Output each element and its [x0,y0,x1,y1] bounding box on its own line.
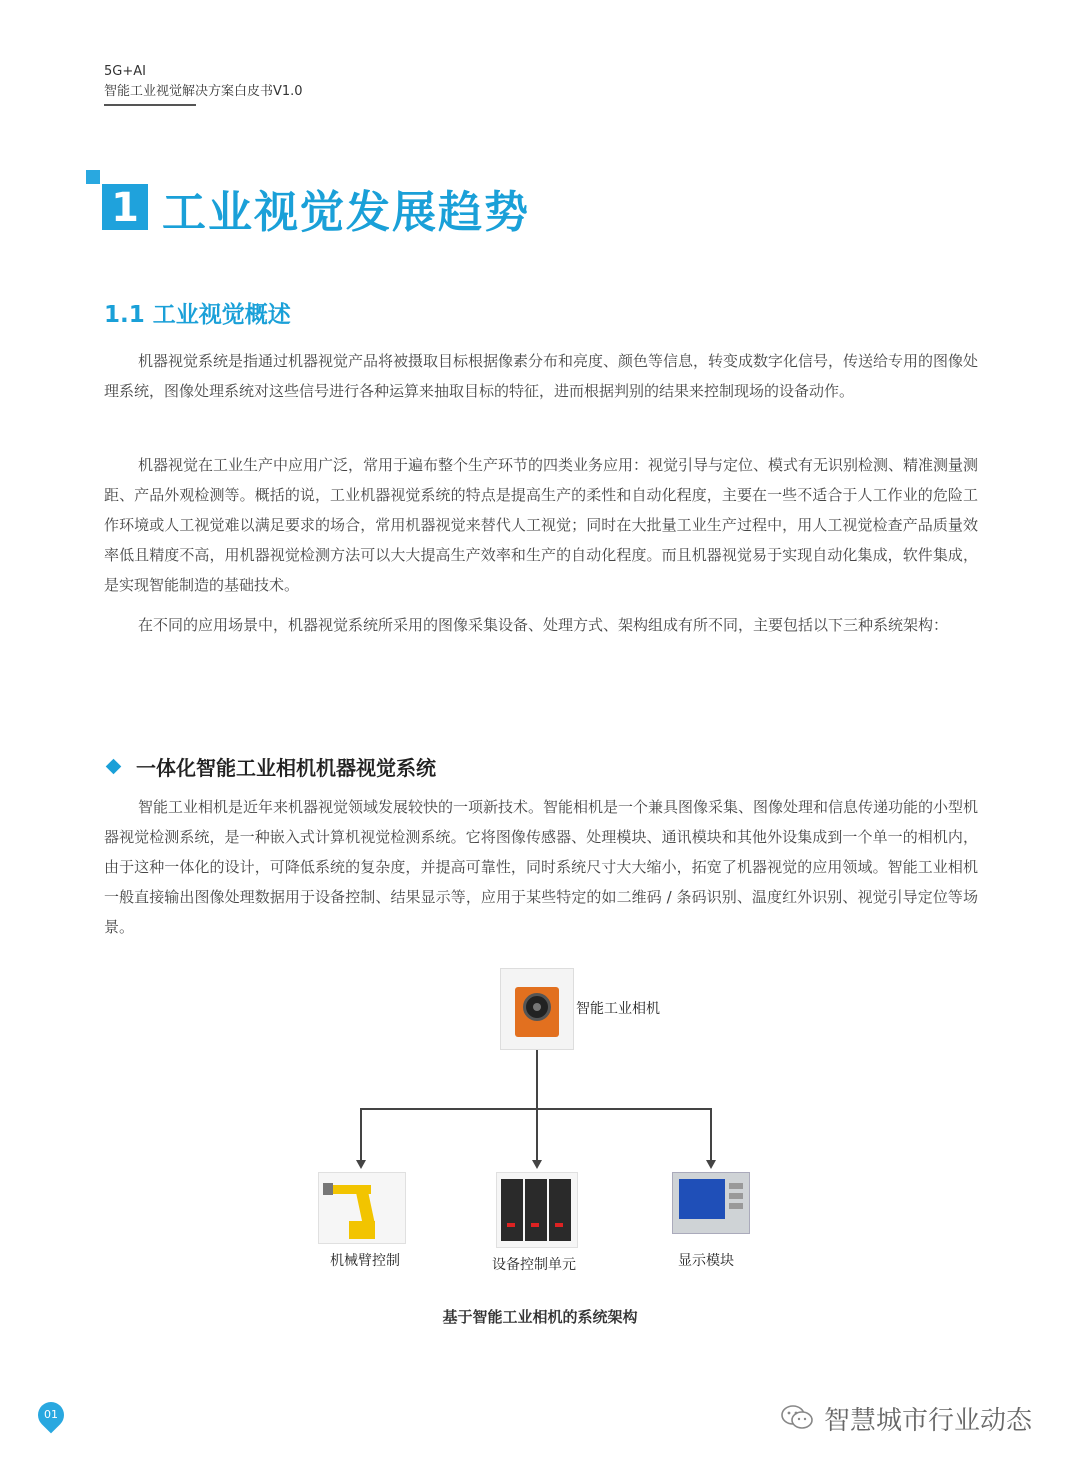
chapter-title: 工业视觉发展趋势 [162,187,530,238]
arrow-down-icon [706,1160,716,1169]
robot-arm-image [318,1172,406,1244]
control-unit-image [496,1172,578,1248]
page-number-badge [33,1397,70,1434]
controller-label: 设备控制单元 [492,1257,576,1273]
header-line-1: 5G+AI [104,64,146,79]
diamond-bullet-icon [106,759,122,775]
connector-line [360,1108,362,1160]
watermark-text: 智慧城市行业动态 [824,1406,1033,1436]
running-header [104,62,303,102]
arrow-down-icon [532,1160,542,1169]
display-label: 显示模块 [678,1253,734,1269]
subsection-title: 一体化智能工业相机机器视觉系统 [136,756,436,780]
figure-caption: 基于智能工业相机的系统架构 [442,1308,638,1326]
system-architecture-diagram [300,960,780,1280]
arrow-down-icon [356,1160,366,1169]
paragraph-2: 机器视觉在工业生产中应用广泛，常用于遍布整个生产环节的四类业务应用：视觉引导与定位、模式有无识别检测、精准测量测距、产品外观检测等。概括的说，工业机器视觉系统的特点是提高生产的柔性和自动化程度，主要在一些不适合于人工作业的危险工作环境或人工视觉难以满足要求的场合，常用机器视觉来替代人工视觉；同时在大批量工业生产过程中，用人工视觉检查产品质量效率低且精度不高，用机器视觉检测方法可以大大提高生产效率和生产的自动化程度。而且机器视觉易于实现自动化集成，软件集成，是实现智能制造的基础技术。 [104,456,979,594]
robot-label: 机械臂控制 [330,1253,400,1269]
chapter-number: 1 [102,184,148,230]
display-module-image [672,1172,750,1234]
page-number: 01 [44,1408,58,1421]
camera-icon [515,987,559,1037]
section-title: 1.1 工业视觉概述 [104,302,291,328]
connector-line [536,1050,538,1110]
wechat-icon [780,1404,814,1430]
subsection-body: 智能工业相机是近年来机器视觉领域发展较快的一项新技术。智能相机是一个兼具图像采集、图像处理和信息传递功能的小型机器视觉检测系统，是一种嵌入式计算机视觉检测系统。它将图像传感器、处理模块、通讯模块和其他外设集成到一个单一的相机内，由于这种一体化的设计，可降低系统的复杂度，并提高可靠性，同时系统尺寸大大缩小，拓宽了机器视觉的应用领域。智能工业相机一般直接输出图像处理数据用于设备控制、结果显示等，应用于某些特定的如二维码 / 条码识别、温度红外识别、视觉引导定位等场景。 [104,798,979,936]
connector-line [536,1108,538,1160]
camera-label: 智能工业相机 [576,1001,660,1017]
header-line-2: 智能工业视觉解决方案白皮书V1.0 [104,84,303,99]
paragraph-3: 在不同的应用场景中，机器视觉系统所采用的图像采集设备、处理方式、架构组成有所不同，主要包括以下三种系统架构： [138,616,949,634]
connector-line [710,1108,712,1160]
paragraph-1: 机器视觉系统是指通过机器视觉产品将被摄取目标根据像素分布和亮度、颜色等信息，转变成数字化信号，传送给专用的图像处理系统，图像处理系统对这些信号进行各种运算来抽取目标的特征，进而根据判别的结果来控制现场的设备动作。 [104,352,979,400]
smart-camera-image [500,968,574,1050]
camera-lens [523,993,551,1021]
header-rule [104,104,196,106]
chapter-decoration-square [86,170,100,184]
